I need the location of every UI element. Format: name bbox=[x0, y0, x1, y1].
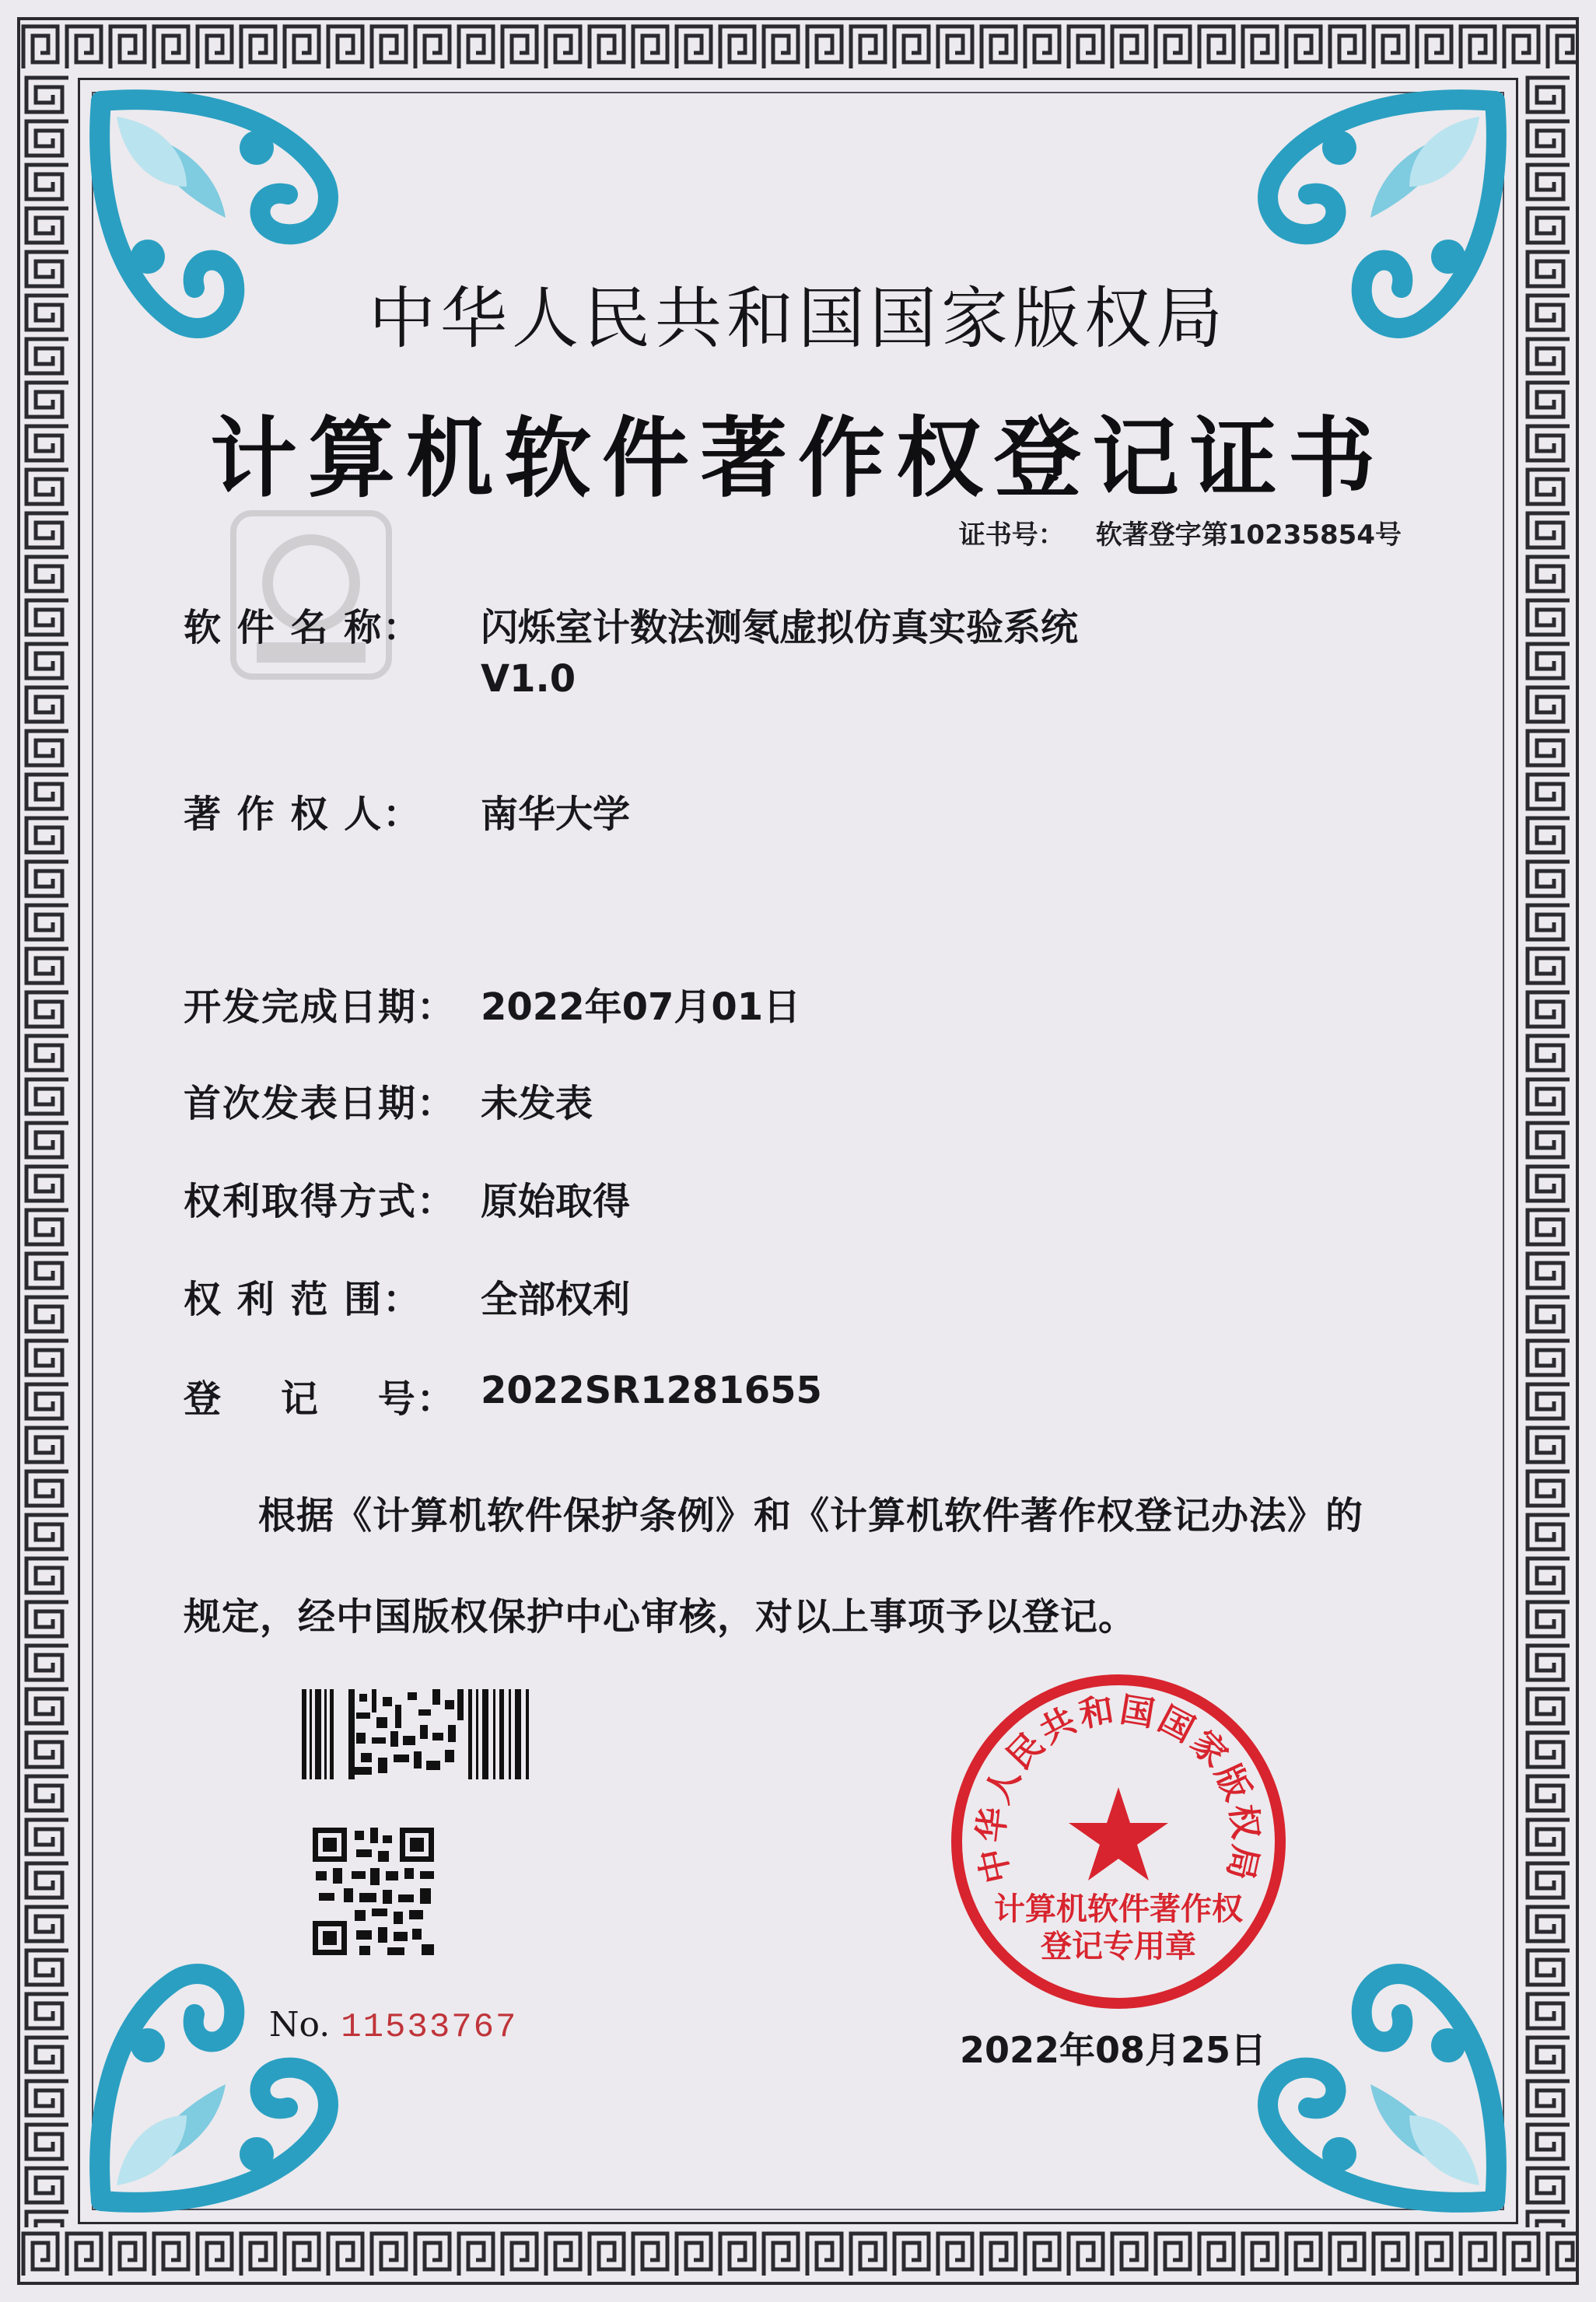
field-value: 未发表 bbox=[481, 1082, 593, 1125]
seal-center-line1: 计算机软件著作权 bbox=[994, 1891, 1243, 1927]
field-label: 权利取得方式： bbox=[184, 1180, 457, 1223]
barcode-icon bbox=[302, 1689, 534, 1779]
field-label: 登 记 号： bbox=[184, 1377, 456, 1421]
field-registration-number bbox=[184, 1369, 822, 1422]
field-software-name bbox=[184, 597, 1078, 701]
corner-ornament-icon bbox=[86, 86, 420, 420]
seal-ring-text: 中华人民共和国国家版权局 bbox=[971, 1689, 1266, 1887]
field-value: 南华大学 bbox=[481, 792, 631, 836]
issue-date: 2022年08月25日 bbox=[960, 2029, 1267, 2071]
field-value: 2022SR1281655 bbox=[481, 1369, 822, 1412]
issuer-title: 中华人民共和国国家版权局 bbox=[369, 280, 1227, 358]
certificate-title: 计算机软件著作权登记证书 bbox=[210, 408, 1386, 509]
software-version: V1.0 bbox=[481, 657, 576, 701]
field-value: 原始取得 bbox=[481, 1180, 631, 1223]
field-rights-scope bbox=[184, 1269, 630, 1323]
field-label: 首次发表日期： bbox=[184, 1082, 457, 1125]
field-value bbox=[481, 597, 1078, 701]
official-seal-icon bbox=[947, 1671, 1290, 2013]
serial-number bbox=[269, 2005, 517, 2047]
legal-statement-line2: 规定，经中国版权保护中心审核，对以上事项予以登记。 bbox=[184, 1595, 1137, 1639]
serial-prefix: No. bbox=[269, 2005, 331, 2045]
field-label: 开发完成日期： bbox=[184, 985, 457, 1029]
field-value: 2022年07月01日 bbox=[481, 985, 801, 1029]
software-name-line1: 闪烁室计数法测氡虚拟仿真实验系统 bbox=[481, 606, 1079, 649]
field-copyright-owner bbox=[184, 784, 630, 838]
certificate-number-label: 证书号： bbox=[958, 520, 1065, 551]
field-label: 软 件 名 称： bbox=[184, 606, 422, 649]
field-value: 全部权利 bbox=[481, 1278, 631, 1321]
serial-value: 11533767 bbox=[341, 2008, 518, 2047]
field-completion-date bbox=[184, 977, 800, 1030]
certificate-number bbox=[959, 513, 1402, 551]
greek-key-border-top bbox=[20, 20, 1576, 75]
corner-ornament-icon bbox=[1176, 86, 1510, 420]
field-label: 权 利 范 围： bbox=[184, 1278, 422, 1321]
field-acquisition-method bbox=[184, 1171, 630, 1225]
field-label: 著 作 权 人： bbox=[184, 792, 422, 836]
certificate-number-value: 软著登字第10235854号 bbox=[1095, 520, 1402, 551]
seal-center-line2: 登记专用章 bbox=[1041, 1929, 1196, 1964]
legal-statement-line1: 根据《计算机软件保护条例》和《计算机软件著作权登记办法》的 bbox=[258, 1494, 1364, 1538]
field-first-publication-date bbox=[184, 1073, 593, 1127]
qr-code-icon bbox=[313, 1828, 434, 1955]
greek-key-border-bottom bbox=[20, 2227, 1576, 2282]
